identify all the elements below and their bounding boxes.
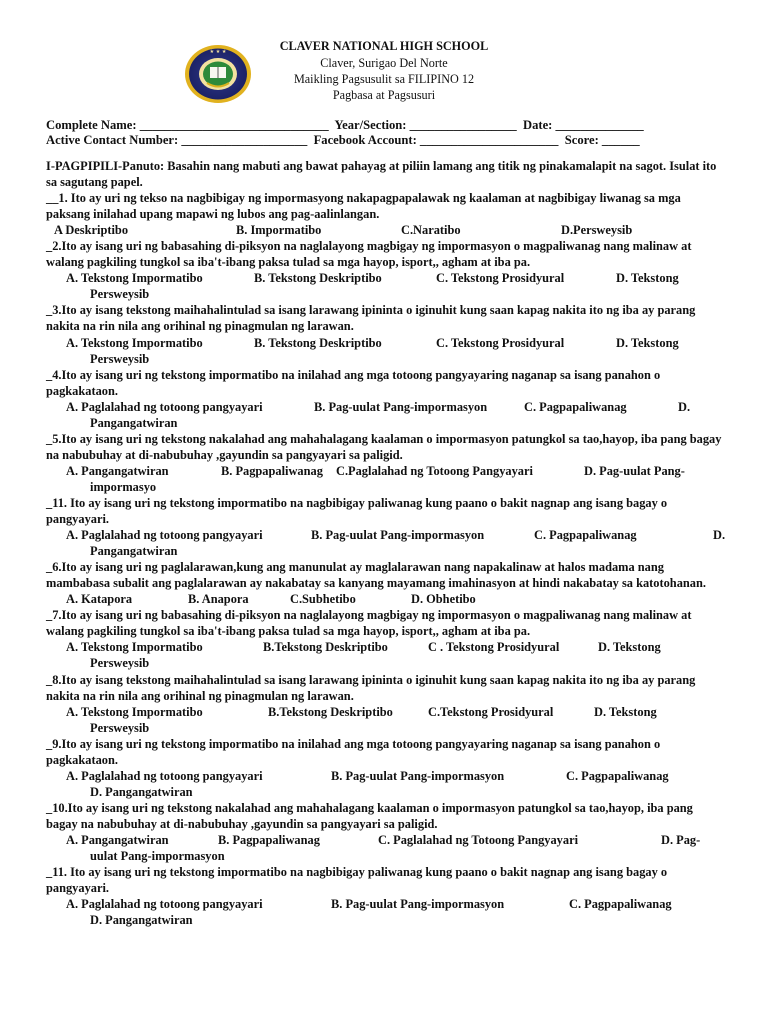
answer-option[interactable]: D. Pag-uulat Pang- — [584, 463, 685, 478]
answer-option[interactable]: B. Pag-uulat Pang-impormasyon — [314, 399, 488, 414]
student-info-row-2: Active Contact Number: ____________________ Facebook Account: ______________________ Score: ______ — [46, 133, 640, 147]
option-continuation: D. Pangangatwiran — [90, 784, 193, 799]
answer-option[interactable]: C . Tekstong Prosidyural — [428, 640, 560, 655]
answer-option[interactable]: B. Pagpapaliwanag — [221, 463, 323, 478]
instructions: I-PAGPIPILI-Panuto: Basahin nang mabuti ang bawat pahayag at piliin lamang ang titik ng pinakamalapit na sagot. Isulat ito sa sagutang papel. — [46, 159, 717, 190]
answer-option[interactable]: A. Pangangatwiran — [66, 832, 169, 847]
question-text: _5.Ito ay isang uri ng tekstong nakalahad ang mahahalagang kaalaman o impormasyon patungkol sa tao,hayop, iba pang bagay na nabubuhay at di-nabubuhay ,gayundin sa pangyayari sa paligid. — [46, 431, 722, 462]
option-continuation: Pangangatwiran — [90, 544, 178, 559]
answer-option[interactable]: B. Anapora — [188, 592, 249, 607]
option-continuation: impormasyo — [90, 479, 157, 494]
option-continuation: uulat Pang-impormasyon — [90, 849, 225, 864]
option-continuation: D. Pangangatwiran — [90, 913, 193, 928]
answer-option[interactable]: A. Tekstong Impormatibo — [66, 271, 203, 286]
question-list — [46, 190, 726, 928]
answer-option[interactable]: C.Tekstong Prosidyural — [428, 704, 554, 719]
answer-option[interactable]: D.Persweysib — [561, 223, 633, 238]
question-options — [46, 896, 726, 912]
school-location: Claver, Surigao Del Norte — [320, 56, 448, 70]
answer-option[interactable]: C.Paglalahad ng Totoong Pangyayari — [336, 463, 533, 478]
question-text: _11. Ito ay isang uri ng tekstong impormatibo na nagbibigay paliwanag kung paano o bakit nagnap ang isang bagay o pangyayari. — [46, 865, 668, 896]
answer-option[interactable]: B. Tekstong Deskriptibo — [254, 335, 382, 350]
answer-option[interactable]: C.Naratibo — [401, 223, 461, 238]
question-options — [46, 463, 726, 479]
answer-option[interactable]: D. Tekstong — [598, 640, 661, 655]
answer-option[interactable]: B. Pag-uulat Pang-impormasyon — [311, 528, 485, 543]
option-continuation: Pangangatwiran — [90, 415, 178, 430]
student-info-row-1: Complete Name: ______________________________ Year/Section: _________________ Date: ______________ — [46, 118, 644, 132]
document-header — [0, 38, 768, 104]
question-text: _2.Ito ay isang uri ng babasahing di-piksyon na naglalayong magbigay ng impormasyon o magpaliwanag nang malinaw at walang pagkiling tungkol sa iba't-ibang paksa tulad sa mga hayop, isport,, agham at iba pa. — [46, 239, 692, 270]
exam-title: Maikling Pagsusulit sa FILIPINO 12 — [293, 72, 475, 86]
answer-option[interactable]: A. Paglalahad ng totoong pangyayari — [66, 528, 263, 543]
answer-option[interactable]: A. Tekstong Impormatibo — [66, 335, 203, 350]
answer-option[interactable]: C. Pagpapaliwanag — [566, 768, 669, 783]
question-options — [46, 399, 726, 415]
answer-option[interactable]: B. Tekstong Deskriptibo — [254, 271, 382, 286]
question-options — [46, 704, 726, 720]
question-options — [46, 768, 726, 784]
answer-option[interactable]: A. Katapora — [66, 592, 133, 607]
answer-option[interactable]: A. Paglalahad ng totoong pangyayari — [66, 768, 263, 783]
answer-option[interactable]: C.Subhetibo — [290, 592, 356, 607]
answer-option[interactable]: C. Tekstong Prosidyural — [436, 271, 565, 286]
answer-option[interactable]: B. Pagpapaliwanag — [218, 832, 320, 847]
answer-option[interactable]: D. Pag- — [661, 832, 701, 847]
answer-option[interactable]: B. Pag-uulat Pang-impormasyon — [331, 897, 505, 912]
option-continuation: Persweysib — [90, 656, 150, 671]
question-text: _9.Ito ay isang uri ng tekstong impormatibo na inilahad ang mga totoong pangyayaring naganap sa isang panahon o pagkakataon. — [46, 736, 661, 767]
question-options — [46, 832, 726, 848]
exam-subject: Pagbasa at Pagsusuri — [332, 88, 436, 102]
answer-option[interactable]: C. Paglalahad ng Totoong Pangyayari — [378, 832, 579, 847]
question-text: _4.Ito ay isang uri ng tekstong impormatibo na inilahad ang mga totoong pangyayaring naganap sa isang panahon o pagkakataon. — [46, 367, 661, 398]
answer-option[interactable]: B.Tekstong Deskriptibo — [263, 640, 388, 655]
answer-option[interactable]: D. — [678, 399, 691, 414]
question-text: _8.Ito ay isang tekstong maihahalintulad sa isang larawang ipininta o iginuhit kung saan kapag nakita ito ng iba ay parang nakita na rin nila ang orihinal ng pinagmulan ng larawan. — [46, 672, 696, 703]
answer-option[interactable]: D. Tekstong — [594, 704, 657, 719]
question-options — [46, 639, 726, 655]
answer-option[interactable]: C. Pagpapaliwanag — [534, 528, 637, 543]
question-text: __1. Ito ay uri ng tekso na nagbibigay ng impormasyong nakapagpapalawak ng kaalaman at nagbibigay liwanag sa mga paksang inilahad upang mapawi ng lubos ang pag-aalinlangan. — [46, 191, 681, 222]
answer-option[interactable]: A. Paglalahad ng totoong pangyayari — [66, 897, 263, 912]
option-continuation: Persweysib — [90, 287, 150, 302]
answer-option[interactable]: C. Pagpapaliwanag — [569, 897, 672, 912]
question-text: _11. Ito ay isang uri ng tekstong impormatibo na nagbibigay paliwanag kung paano o bakit nagnap ang isang bagay o pangyayari. — [46, 495, 668, 527]
answer-option[interactable]: A. Tekstong Impormatibo — [66, 640, 203, 655]
answer-option[interactable]: D. Tekstong — [616, 271, 679, 286]
answer-option[interactable]: B.Tekstong Deskriptibo — [268, 704, 393, 719]
question-options — [46, 270, 726, 286]
answer-option[interactable]: B. Impormatibo — [236, 223, 322, 238]
answer-option[interactable]: B. Pag-uulat Pang-impormasyon — [331, 768, 505, 783]
question-options — [46, 335, 726, 351]
question-text: _7.Ito ay isang uri ng babasahing di-piksyon na naglalayong magbigay ng impormasyon o magpaliwanag nang malinaw at walang pagkiling tungkol sa iba't-ibang paksa tulad sa mga hayop, isport,, agham at iba pa. — [46, 608, 692, 639]
option-continuation: Persweysib — [90, 351, 150, 366]
option-continuation: Persweysib — [90, 720, 150, 735]
question-text: _6.Ito ay isang uri ng paglalarawan,kung ang manunulat ay maglalarawan nang napakalinaw at halos madama nang mambabasa subalit ang paglalarawan ay nakabatay sa kanyang mayamang imahinasyon at hindi nakabatay sa katotohanan. — [46, 560, 706, 591]
answer-option[interactable]: A Deskriptibo — [54, 223, 129, 238]
question-options — [46, 527, 726, 543]
answer-option[interactable]: C. Pagpapaliwanag — [524, 399, 627, 414]
answer-option[interactable]: A. Pangangatwiran — [66, 463, 169, 478]
question-text: _3.Ito ay isang tekstong maihahalintulad sa isang larawang ipininta o iginuhit kung saan kapag nakita ito ng iba ay parang nakita na rin nila ang orihinal ng pinagmulan ng larawan. — [46, 303, 696, 334]
question-text: _10.Ito ay isang uri ng tekstong nakalahad ang mahahalagang kaalaman o impormasyon patungkol sa tao,hayop, iba pang bagay na nabubuhay at di-nabubuhay ,gayundin sa pangyayari sa paligid. — [46, 800, 693, 831]
answer-option[interactable]: A. Tekstong Impormatibo — [66, 704, 203, 719]
svg-text:★ ★ ★: ★ ★ ★ — [209, 49, 227, 55]
answer-option[interactable]: A. Paglalahad ng totoong pangyayari — [66, 399, 263, 414]
answer-option[interactable]: D. — [713, 528, 726, 543]
answer-option[interactable]: C. Tekstong Prosidyural — [436, 335, 565, 350]
answer-option[interactable]: D. Obhetibo — [411, 592, 476, 607]
school-name: CLAVER NATIONAL HIGH SCHOOL — [279, 39, 489, 53]
exam-body — [46, 158, 726, 928]
question-options — [46, 591, 726, 607]
answer-option[interactable]: D. Tekstong — [616, 335, 679, 350]
question-options — [46, 222, 726, 238]
